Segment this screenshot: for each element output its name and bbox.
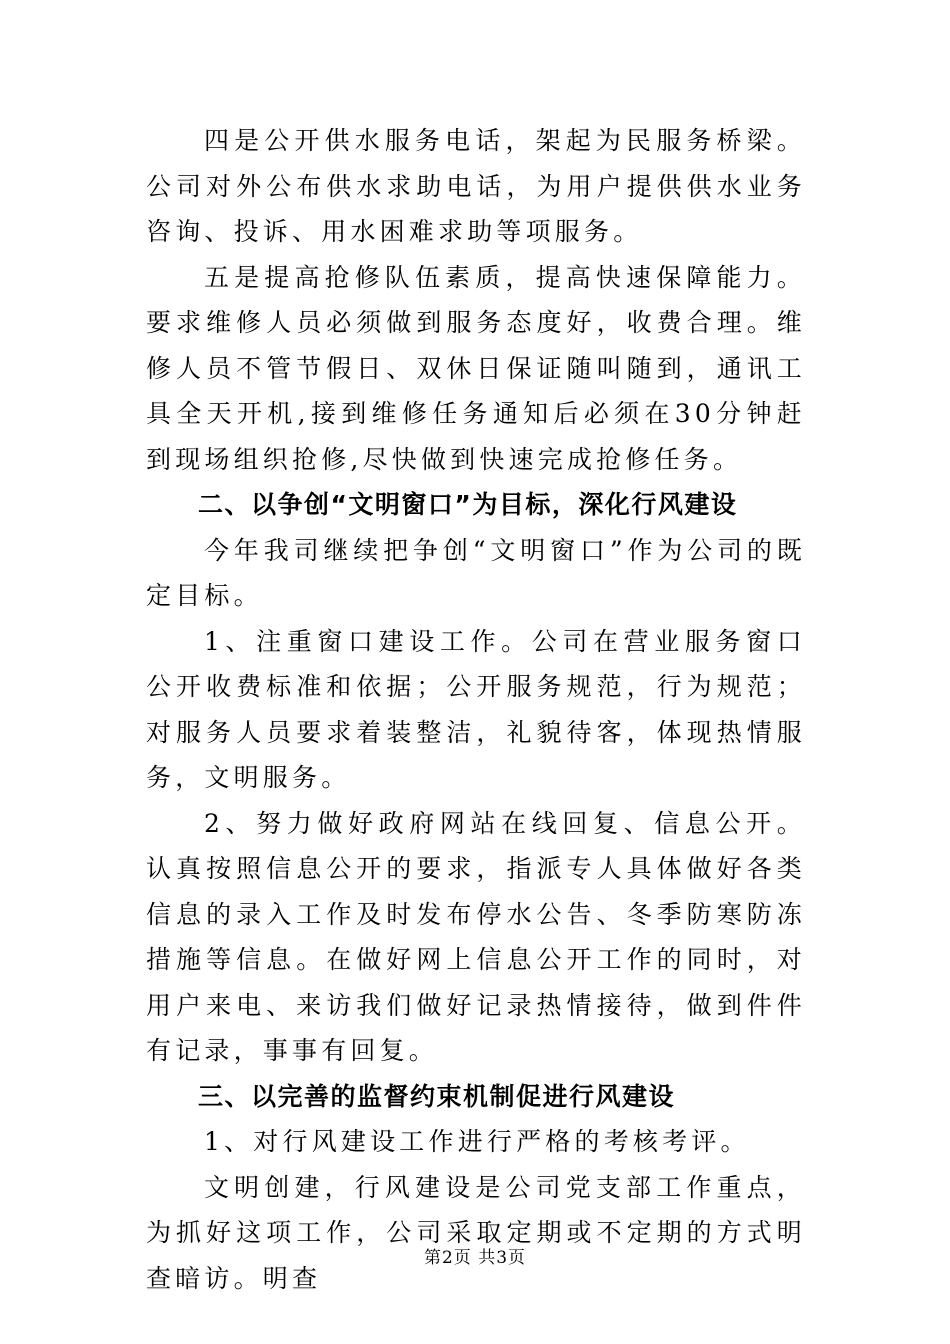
page-number-footer: 第2页 共3页 <box>423 1248 527 1268</box>
paragraph-annual-goal: 今年我司继续把争创“文明窗口”作为公司的既定目标。 <box>146 535 806 610</box>
paragraph-inspection: 文明创建，行风建设是公司党支部工作重点，为抓好这项工作，公司采取定期或不定期的方式明查暗访。明查 <box>146 1172 806 1293</box>
document-body <box>146 118 806 1301</box>
paragraph-website-reply: 2、努力做好政府网站在线回复、信息公开。认真按照信息公开的要求，指派专人具体做好各类信息的录入工作及时发布停水公告、冬季防寒防冻措施等信息。在做好网上信息公开工作的同时，对用户来电、来访我们做好记录热情接待，做到件件有记录，事事有回复。 <box>146 808 806 1065</box>
paragraph-assessment: 1、对行风建设工作进行严格的考核考评。 <box>204 1127 750 1156</box>
section-heading-civilized-window: 二、以争创“文明窗口”为目标，深化行风建设 <box>198 490 738 519</box>
section-heading-supervision: 三、以完善的监督约束机制促进行风建设 <box>198 1081 676 1111</box>
paragraph-service-hotline: 四是公开供水服务电话，架起为民服务桥梁。公司对外公布供水求助电话，为用户提供供水业务咨询、投诉、用水困难求助等项服务。 <box>146 126 806 246</box>
paragraph-window-construction: 1、注重窗口建设工作。公司在营业服务窗口公开收费标准和依据；公开服务规范，行为规范；对服务人员要求着装整洁，礼貌待客，体现热情服务，文明服务。 <box>146 626 806 792</box>
paragraph-repair-team: 五是提高抢修队伍素质，提高快速保障能力。要求维修人员必须做到服务态度好，收费合理。维修人员不管节假日、双休日保证随叫随到，通讯工具全天开机,接到维修任务通知后必须在30分钟赶到现场组织抢修,尽快做到快速完成抢修任务。 <box>146 262 806 474</box>
